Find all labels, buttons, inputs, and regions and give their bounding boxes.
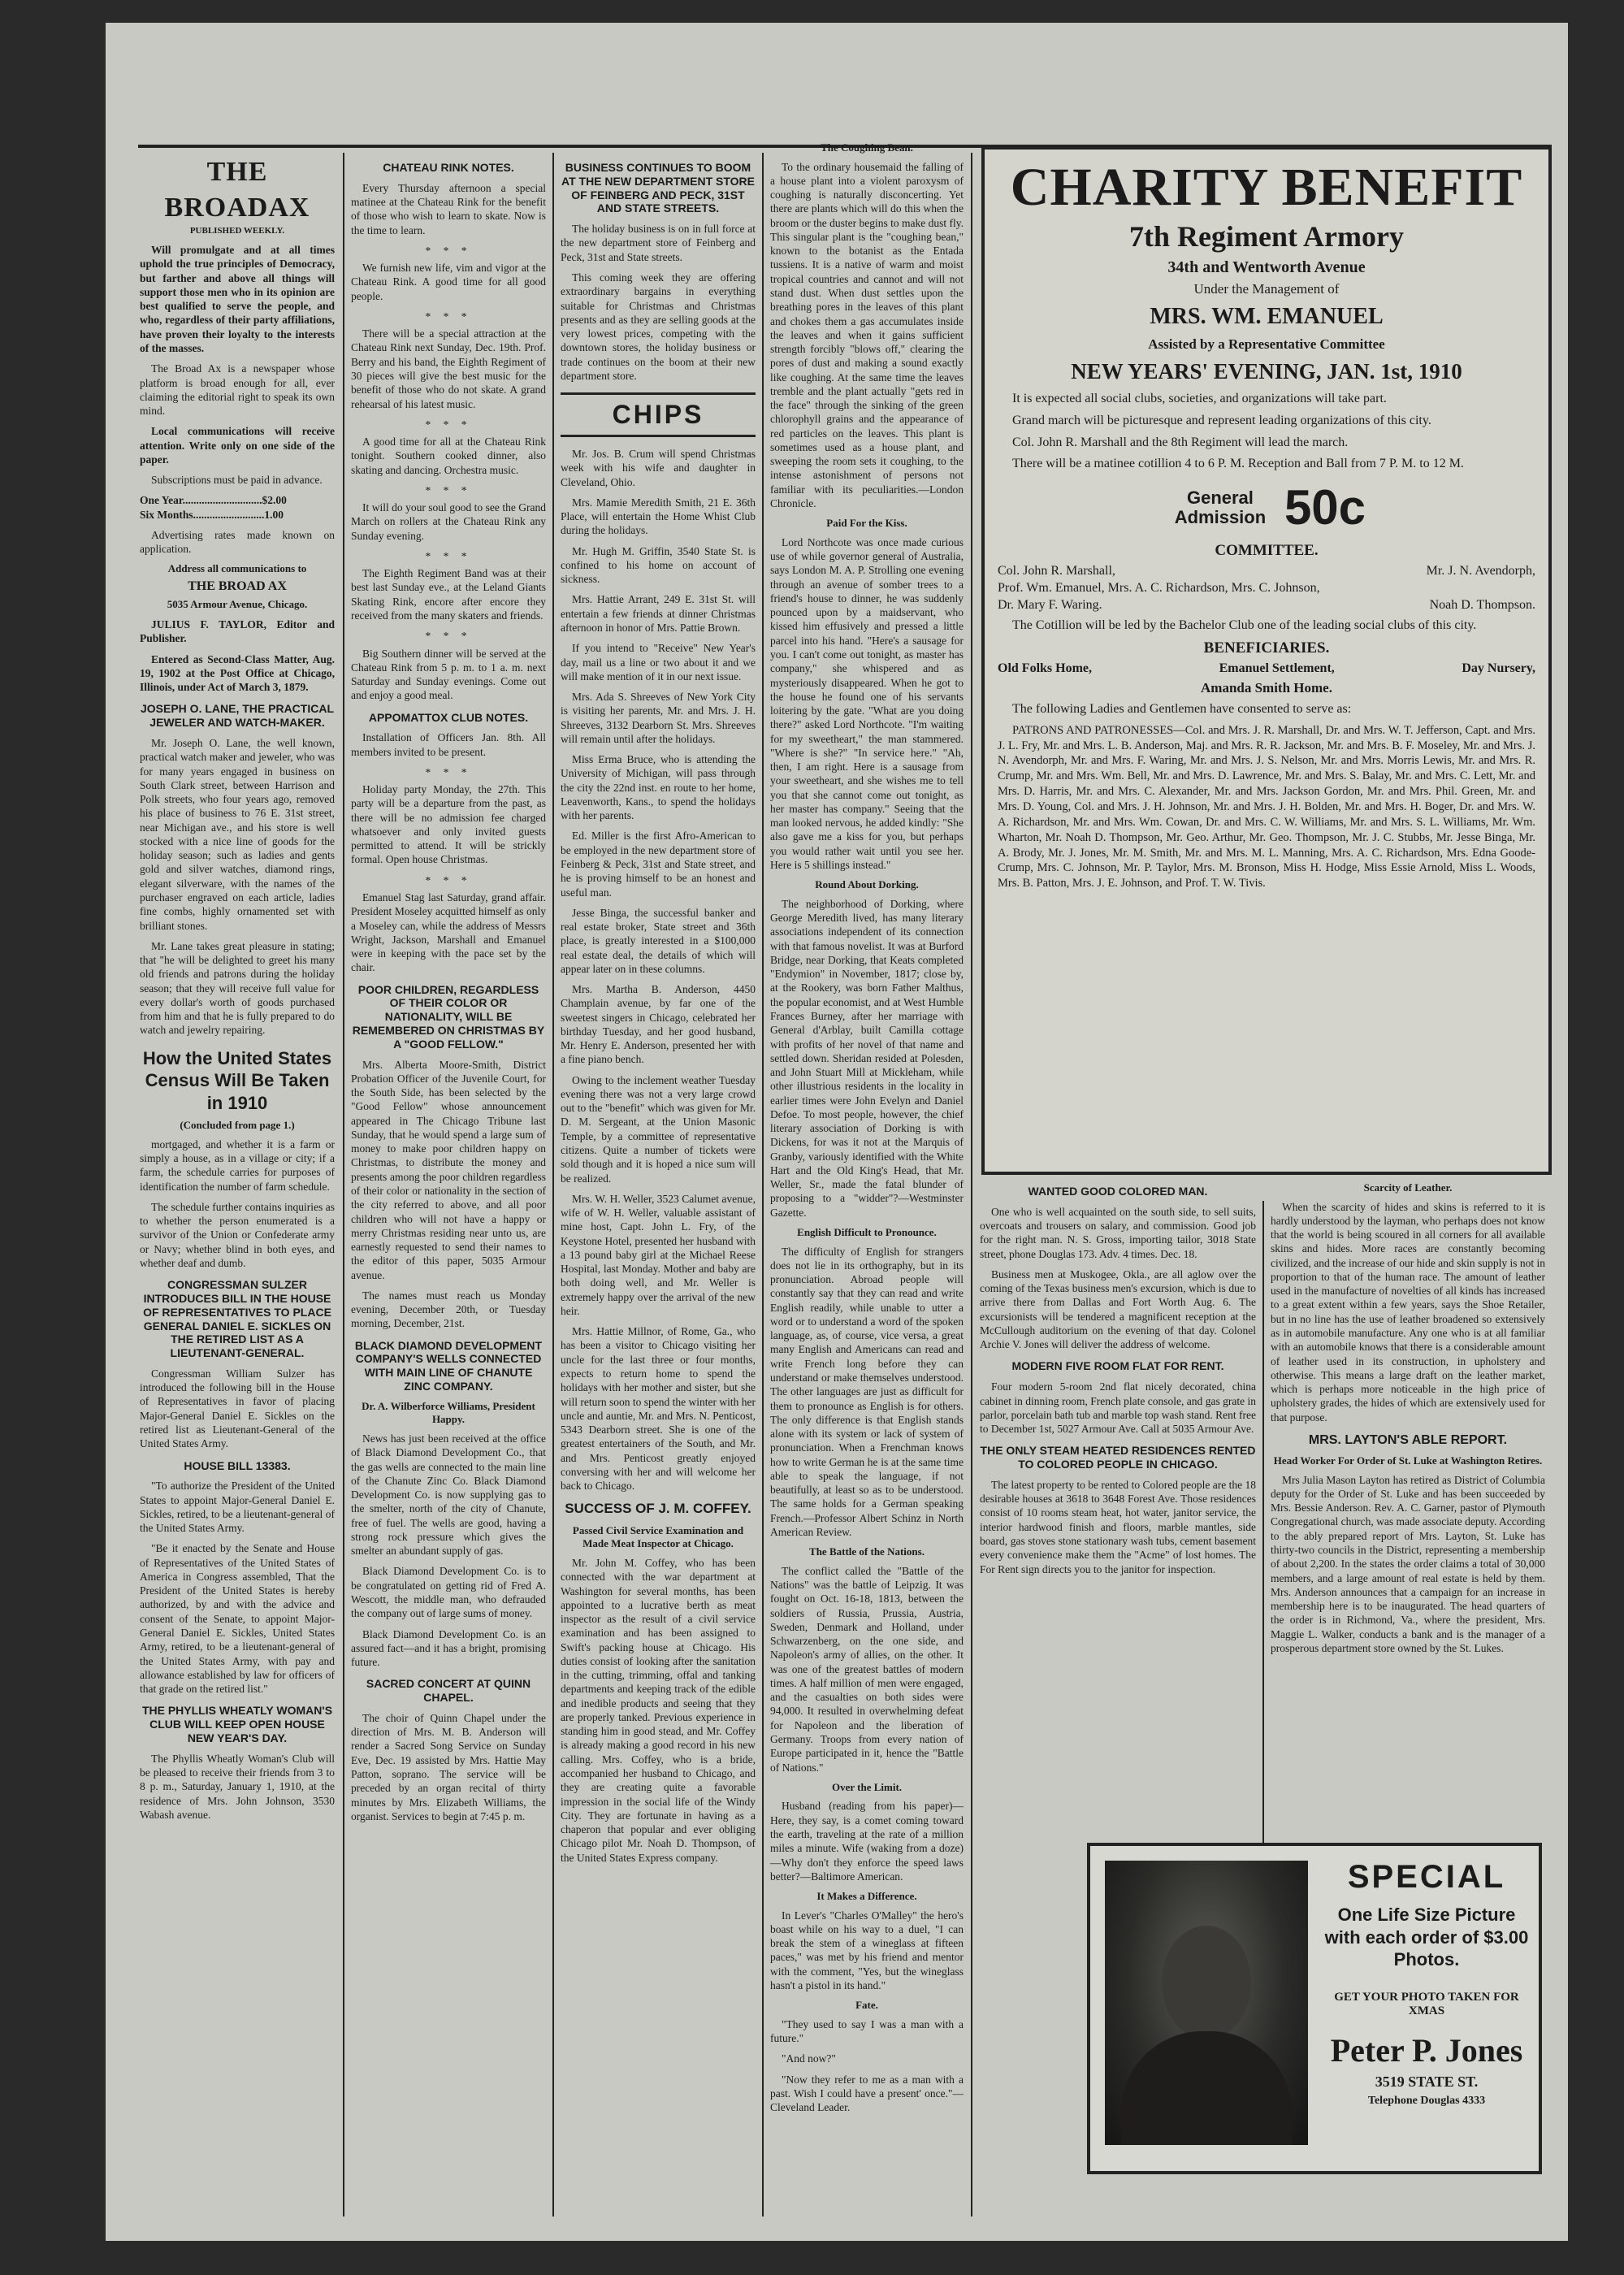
address-street: 5035 Armour Avenue, Chicago.	[167, 597, 308, 610]
chips-item: Owing to the inclement weather Tuesday evening there was not a very large crowd out to the "benefit" which was given for Mr. D. M. Sergeant, at the Union Masonic Temple, by a committee of representative citizens. Quite a number of tickets were sold though and it is hoped a nice sum will be realized.	[561, 1073, 756, 1185]
chips-headline: CHIPS	[561, 392, 756, 437]
chateau-paragraph: We furnish new life, vim and vigor at the Chateau Rink. A good time for all good people.	[351, 262, 546, 302]
column-rule	[762, 153, 764, 2216]
leather-headline: Scarcity of Leather.	[1363, 1181, 1453, 1194]
flat-headline: MODERN FIVE ROOM FLAT FOR RENT.	[1011, 1359, 1224, 1373]
wanted-paragraph: One who is well acquainted on the south side, to sell suits, overcoats and trousers on salary, and commission. Good job for the right man. N. S. Gross, importing tailor, 3018 State street, phone Douglas 173. Adv. 4 times. Dec. 18.	[980, 1205, 1256, 1260]
special-offer: One Life Size Picture with each order of $3.00 Photos.	[1324, 1904, 1529, 1970]
portrait-shoulders	[1121, 2031, 1292, 2145]
separator-stars: * * *	[425, 483, 472, 496]
flat-paragraph: Four modern 5-room 2nd flat nicely decorated, china cabinet in dinning room, French plate console, and gas grate in parlor, porcelain bath tub and marble top wash stand. Rent free to December 1st, 5027 Armour Ave. Call at 5035 Armour Ave.	[980, 1380, 1256, 1436]
committee-headline: COMMITTEE.	[1215, 542, 1319, 560]
bill-paragraph: "Be it enacted by the Senate and House of Representatives of the United States of America in Congress assembled, That the President of the United States is hereby authorized, by and with the advice and consent of the Senate, to appoint Major-General Daniel E. Sickles, United States Army, retired, to be a lieutenant-general of the United States Army, with pay and allowance established by law for officers of that grade on the retired list."	[140, 1542, 335, 1696]
separator-stars: * * *	[425, 765, 472, 778]
portrait-face	[1162, 1926, 1251, 2039]
bill-headline: HOUSE BILL 13383.	[184, 1458, 291, 1472]
column-1	[140, 153, 335, 2233]
chips-item: If you intend to "Receive" New Year's day, mail us a line or two about it and we will make mention of it in our next issue.	[561, 642, 756, 682]
management-label: Under the Management of	[1193, 281, 1340, 297]
address-label: Address all communications to	[167, 562, 307, 575]
black-diamond-subhead: Dr. A. Wilberforce Williams, President Happy.	[362, 1399, 535, 1426]
black-diamond-paragraph: News has just been received at the office of Black Diamond Development Co., that the gas wells are connected to the main line of the Chanute Zinc Co. Black Diamond Development Co. is now supplying gas to the smelter, north of the city of Chanute, free of fuel. The wells are good, having a strong rock pressure which gives the smelter an abundant supply of gas.	[351, 1432, 546, 1558]
boom-paragraph: This coming week they are offering extraordinary bargains in everything suitable for Christmas and Christmas presents and as they are selling goods at the very lowest prices, competing with the downtown stores, the holiday business or trade continues on the boom at their new department store.	[561, 271, 756, 382]
chips-item: Ed. Miller is the first Afro-American to be employed in the new department store of Feinberg & Peck, 31st and State street, and he is proving himself to be an honest and useful man.	[561, 830, 756, 899]
chateau-paragraph: A good time for all at the Chateau Rink tonight. Southern cooked dinner, also skating and dancing. Orchestra music.	[351, 436, 546, 476]
kiss-headline: Paid For the Kiss.	[826, 517, 907, 530]
layton-paragraph: Mrs Julia Mason Layton has retired as District of Columbia deputy for the Order of St. Luke and has been succeeded by Mrs. Bessie Anderson. Rev. A. C. Garner, pastor of Plymouth Congregational church, was made associate deputy. According to the ably prepared report of Mrs. Layton, St. Luke has thirty-two councils in the District, representing a membership of about 2,200. In the states the order claims a total of 30,000 members, and a large amount of real estate is held by them. Mrs. Anderson announces that a campaign for an increase in membership here is to be inaugurated. The head quarters of the order is in Richmond, Va., where the president, Mrs. Maggie L. Walker, conducts a bank and is the manager of a prosperous department store owned by the St. Lukes.	[1271, 1473, 1545, 1654]
chateau-headline: CHATEAU RINK NOTES.	[383, 161, 514, 174]
dorking-paragraph: The neighborhood of Dorking, where George Meredith lived, has many literary associations independent of its connection with that famous novelist. It was at Burford Bridge, near Dorking, that Keats completed "Endymion" in November, 1817; close by, at the Rookery, was born Father Malthus, the popular economist, and at West Humble Frances Burney, after her marriage with General d'Arblay, built Camilla cottage with profits of her novel of that name and settled down. Sheridan resided at Polesden, and John Stuart Mill at Mickleham, while other illustrious residents in the locality in earlier times were John Evelyn and Daniel Defoe. To most people, however, the chief literary association of Dorking is with Dickens, for was it not at the Marquis of Granby, variously identified with the White Hart and the Old King's Head, that Mr. Weller, Sr., made the fatal blunder of proposing to a "widder"?—Westminster Gazette.	[770, 897, 964, 1219]
boom-paragraph: The holiday business is on in full force at the new department store of Feinberg and Peck, 31st and State streets.	[561, 223, 756, 263]
special-photo-ad	[1087, 1843, 1542, 2174]
newspaper-page	[106, 23, 1568, 2241]
photographer-name: Peter P. Jones	[1330, 2031, 1523, 2069]
chateau-paragraph: It will do your soul good to see the Grand March on rollers at the Chateau Rink any Sunday evening.	[351, 501, 546, 542]
census-paragraph: The schedule further contains inquiries as to whether the person enumerated is a survivor of the Union or Confederate army or Navy; whether blind in both eyes, and whether deaf and dumb.	[140, 1200, 335, 1269]
english-paragraph: The difficulty of English for strangers does not lie in its orthography, but in its pronunciation. Abroad people will constantly say that they can read and write English readily, while unable to utter a word or to understand a word of the spoken language, as, of course, vice versa, a great many English and Americans can read and write French long before they can understand or make themselves understood. The other languages are just as difficult for them to pronounce as English is for others. The only difference is that English stands alone with its system or lack of system of pronunciation. When a Frenchman knows how to write German he is at the same time able to speak the language, if not beautifully, at least so as to be understood. The same holds for a German speaking French.—Professor Albert Schinz in North American Review.	[770, 1245, 964, 1538]
dorking-headline: Round About Dorking.	[815, 878, 919, 891]
column-rule	[971, 153, 972, 2216]
layton-subhead: Head Worker For Order of St. Luke at Washington Retires.	[1273, 1454, 1543, 1467]
chips-item: Mrs. Martha B. Anderson, 4450 Champlain avenue, by far one of the sweetest singers in Chicago, celebrated her birthday Tuesday, and her good husband, Mr. Henry E. Anderson, presented her with a fine piano bench.	[561, 983, 756, 1066]
limit-paragraph: Husband (reading from his paper)—Here, they say, is a comet coming toward the earth, traveling at the rate of a million miles a minute. Wife (waking from a doze)—Why don't they enforce the speed laws better?—Baltimore American.	[770, 1800, 964, 1883]
chips-item: Mrs. Mamie Meredith Smith, 21 E. 36th Place, will entertain the Home Whist Club during the holidays.	[561, 496, 756, 537]
subscriptions-notice: Subscriptions must be paid in advance.	[151, 474, 323, 487]
coffey-subhead: Passed Civil Service Examination and Made Meat Inspector at Chicago.	[572, 1523, 744, 1550]
admission-label: General Admission	[1174, 487, 1267, 527]
poor-children-paragraph: Mrs. Alberta Moore-Smith, District Probation Officer of the Juvenile Court, for the South Side, has been selected by the "Good Fellow" whose announcement appeared in The Chicago Tribune last Sunday, that he would spend a large sum of money to make poor children happy on Christmas, to distribute the money and presents among the poor children regardless of their color or nationality in the section of the city referred to above, and all poor children who will not have a happy or merry Christmas residing near unto us, are earnestly requested to send their names to the editor of this paper, 5035 Armour avenue.	[351, 1058, 546, 1281]
english-headline: English Difficult to Pronounce.	[797, 1226, 937, 1238]
boom-headline: BUSINESS CONTINUES TO BOOM AT THE NEW DEPARTMENT STORE OF FEINBERG AND PECK, 31ST AND STATE STREETS.	[561, 161, 755, 215]
appomattox-paragraph: Installation of Officers Jan. 8th. All members invited to be present.	[351, 731, 546, 758]
photographer-phone: Telephone Douglas 4333	[1367, 2094, 1486, 2107]
chips-item: Mrs. Ada S. Shreeves of New York City is visiting her parents, Mr. and Mrs. J. H. Shreeves, 3132 Dearborn St. Mrs. Shreeves will remain until after the holidays.	[561, 691, 756, 745]
get-photo-line: GET YOUR PHOTO TAKEN FOR XMAS	[1334, 1990, 1519, 2017]
coffey-paragraph: Mr. John M. Coffey, who has been connected with the war department at Washington for several months, has been appointed to a lucrative berth as meat inspector as the result of a civil service examination and has been assigned to Swift's packing house at Chicago. His duties consist of looking after the sanitation in the cutting, trimming, offal and tanking departments and keeping track of the edible and inedible products and seeing that they are properly tanked. Previous experience in standing him in good stead, and Mr. Coffey is already making a good record in his new calling. Mrs. Coffey, who is a bride, accompanied her husband to Chicago, and they are creating quite a favorable impression in the social life of the Windy City. They are fortunate in having as a chaperon that popular and ever obliging Chicago pilot Mr. Noah D. Thompson, of the United States Express company.	[561, 1557, 756, 1864]
lane-paragraph: Mr. Joseph O. Lane, the well known, practical watch maker and jeweler, who was for many years engaged in business on South Clark street, between Harrison and Polk streets, who four years ago, removed his place of business to 76 E. 31st street, near Michigan ave., and his store is well stocked with a nice line of goods for the holiday season; such as ladies and gents gold and silver watches, diamond rings, elegant silverware, with the names of the purchaser engraved on each article, ladies fine combs, highly ornamented set with brilliant stones.	[140, 737, 335, 932]
quinn-paragraph: The choir of Quinn Chapel under the direction of Mrs. M. B. Anderson will render a Sacred Song Service on Sunday Eve, Dec. 19 assisted by Mrs. Hattie May Patton, soprano. The service will be preceded by an organ recital of thirty minutes by Mrs. Elizabeth Williams, the organist. Services to begin at 7:45 p. m.	[351, 1711, 546, 1822]
admission-price: 50c	[1284, 480, 1366, 535]
armory-address: 34th and Wentworth Avenue	[1167, 258, 1366, 276]
column-5	[980, 1176, 1256, 1826]
poor-children-headline: POOR CHILDREN, REGARDLESS OF THEIR COLOR OR NATIONALITY, WILL BE REMEMBERED ON CHRISTMAS BY A "GOOD FELLOW."	[352, 982, 545, 1051]
chips-item: Mr. Jos. B. Crum will spend Christmas week with his wife and daughter in Cleveland, Ohio.	[561, 448, 756, 488]
consent-line: The following Ladies and Gentlemen have consented to serve as:	[1012, 701, 1352, 716]
beneficiary: Emanuel Settlement,	[1219, 661, 1335, 675]
census-headline: How the United States Census Will Be Taken in 1910	[142, 1047, 332, 1113]
black-diamond-paragraph: Black Diamond Development Co. is to be congratulated on getting rid of Fred A. Wescott, the middle man, who defrauded the company out of large sums of money.	[351, 1565, 546, 1620]
column-3	[561, 153, 756, 2233]
chateau-paragraph: Big Southern dinner will be served at the Chateau Rink from 5 p. m. to 1 a. m. next Saturday and Sunday evenings. Come out and enjoy a good meal.	[351, 647, 546, 702]
column-6	[1271, 1176, 1545, 1826]
steam-paragraph: The latest property to be rented to Colored people are the 18 desirable houses at 3618 to 3648 Forest Ave. Those residences consist of 10 rooms steam heat, hot water, janitor service, the interior hardwood finish and floors, marble mantles, side board, gas stoves stone stationary wash tubs, cement basement every convenience make them the "Acme" of lost homes. The For Rent sign directs you to the janitor for inspection.	[980, 1478, 1256, 1575]
black-diamond-headline: BLACK DIAMOND DEVELOPMENT COMPANY'S WELLS CONNECTED WITH MAIN LINE OF CHANUTE ZINC COMPANY.	[354, 1338, 543, 1393]
battle-paragraph: The conflict called the "Battle of the Nations" was the battle of Leipzig. It was fought on Oct. 16-18, 1813, between the soldiers of Russia, Prussia, Austria, Sweden, Denmark and Holland, under Schwarzenberg, on the one side, and Napoleon's army of allies, on the other. It was one of the greatest battles of modern times. A half million of men were engaged, and the casualties on both sides were 94,000. It resulted in overwhelming defeat for Napoleon and the liberation of Germany. Troops from every nation of Europe participated in it, hence the "Battle of Nations."	[770, 1564, 964, 1774]
fate-paragraph: "And now?"	[782, 2052, 836, 2065]
charity-paragraph: Col. John R. Marshall and the 8th Regiment will lead the march.	[1012, 435, 1349, 449]
black-diamond-paragraph: Black Diamond Development Co. is an assured fact—and it has a bright, promising future.	[351, 1627, 546, 1669]
committee-member: Dr. Mary F. Waring.	[998, 598, 1102, 613]
battle-headline: The Battle of the Nations.	[809, 1545, 925, 1558]
photographer-street: 3519 STATE ST.	[1375, 2073, 1479, 2090]
difference-paragraph: In Lever's "Charles O'Malley" the hero's boast while on his way to a duel, "I can break the stem of a wineglass at fifteen paces," was met by his friend and mentor with the comment, "Yes, but the wineglass hasn't a pistol in its hand."	[770, 1909, 964, 1991]
charity-benefit-ad	[981, 146, 1552, 1175]
layton-headline: MRS. LAYTON'S ABLE REPORT.	[1308, 1432, 1508, 1447]
census-subhead: (Concluded from page 1.)	[180, 1119, 295, 1132]
committee-member: Prof. Wm. Emanuel, Mrs. A. C. Richardson, Mrs. C. Johnson,	[998, 581, 1320, 596]
bill-paragraph: "To authorize the President of the United States to appoint Major-General Daniel E. Sickles, retired, to be a lieutenant-general of the United States Army.	[140, 1480, 335, 1535]
wanted-headline: WANTED GOOD COLORED MAN.	[1028, 1185, 1208, 1198]
separator-stars: * * *	[425, 244, 472, 257]
beneficiaries-headline: BENEFICIARIES.	[1203, 639, 1330, 656]
advertising-notice: Advertising rates made known on application.	[140, 528, 335, 556]
charity-paragraph: Grand march will be picturesque and represent leading organizations of this city.	[1012, 413, 1431, 427]
lane-paragraph: Mr. Lane takes great pleasure in stating; that "he will be delighted to greet his many old friends and patrons during the holiday season; that they will receive full value for every dollar's worth of goods purchased from him and that he is fully prepared to do watch and jewelry repairing.	[140, 939, 335, 1037]
sulzer-headline: CONGRESSMAN SULZER INTRODUCES BILL IN THE HOUSE OF REPRESENTATIVES TO PLACE GENERAL DANIEL E. SICKLES ON THE RETIRED LIST AS A LIEUTENANT-GENERAL.	[143, 1278, 331, 1360]
poor-children-paragraph: The names must reach us Monday evening, December 20th, or Tuesday morning, December, 21st.	[351, 1289, 546, 1330]
chips-item: Mrs. Hattie Millnor, of Rome, Ga., who has been a visitor to Chicago visiting her uncle for the last three or four months, expects to return home to spend the holidays with her mother and sister, but she will return soon to spend the winter with her uncle and auntie, Mr. and Mrs. N. Penticost, 5343 Dearborn street. She is one of the greatest entertainers of the South, and Mr. and Mrs. Penticost greatly enjoyed conversing with her and will welcome her back to Chicago.	[561, 1325, 756, 1493]
chips-item: Mrs. Hattie Arrant, 249 E. 31st St. will entertain a few friends at dinner Christmas afternoon in honor of Mrs. Pattie Brown.	[561, 593, 756, 634]
special-text-block	[1322, 1851, 1531, 2112]
beneficiaries-row	[998, 661, 1535, 676]
committee-row	[998, 581, 1535, 596]
committee-row	[998, 598, 1535, 613]
editor-line: JULIUS F. TAYLOR, Editor and Publisher.	[140, 618, 335, 645]
chateau-paragraph: The Eighth Regiment Band was at their best last Sunday eve., at the Leland Giants Skating Rink, encore after encore they received from the many skaters and friends.	[351, 567, 546, 622]
local-notice: Local communications will receive attention. Write only on one side of the paper.	[140, 425, 335, 466]
published-weekly: PUBLISHED WEEKLY.	[189, 226, 285, 236]
leather-paragraph: When the scarcity of hides and skins is referred to it is hardly understood by the layman, who perhaps does not know that the world is being scoured in all corners for all available skins and hides. More races are constantly becoming civilized, and the increase of our hide and skin supply is not in proportion to that of the human race. The amount of leather used in the manufacture of novelties of all kinds has increased to a great extent within a few years, says the Shoe Retailer, but in no line has the use of leather broadened so extensively as in automobile manufacture. Any one who is at all familiar with an automobile knows that there is a considerable amount of leather used in its construction, in upholstery and otherwise. This means a large draft on the leather market, which is perhaps more noticeable in the high price of upholstery grades, the hides of which are extensively used for that purpose.	[1271, 1200, 1545, 1424]
armory-name: 7th Regiment Armory	[1129, 220, 1404, 253]
intro-text-2: The Broad Ax is a newspaper whose platform is broad enough for all, ever claiming the editorial right to speak its own mind.	[140, 362, 335, 418]
special-title: SPECIAL	[1347, 1859, 1506, 1895]
fate-paragraph: "They used to say I was a man with a future."	[770, 2017, 964, 2045]
beneficiary: Amanda Smith Home.	[1201, 679, 1332, 696]
committee-member: Col. John R. Marshall,	[998, 564, 1115, 578]
column-rule	[1262, 1201, 1264, 1851]
cotillion-line: The Cotillion will be led by the Bachelor Club one of the leading social clubs of this city.	[1012, 618, 1477, 633]
portrait-photo	[1105, 1861, 1308, 2145]
chips-item: Mr. Hugh M. Griffin, 3540 State St. is confined to his home on account of sickness.	[561, 544, 756, 586]
separator-stars: * * *	[425, 549, 472, 562]
separator-stars: * * *	[425, 310, 472, 323]
separator-stars: * * *	[425, 873, 472, 886]
column-2	[351, 153, 546, 2233]
chips-item: Miss Erma Bruce, who is attending the University of Michigan, will pass through the city the 22nd inst. en route to her home, Leavenworth, Kans., to spend the holidays with her parents.	[561, 753, 756, 822]
bean-headline: The Coughing Bean.	[821, 141, 913, 154]
column-rule	[343, 153, 344, 2216]
kiss-paragraph: Lord Northcote was once made curious use of while governor general of Australia, says London M. A. P. Strolling one evening through an avenue of somber trees to a friend's house to dinner, he was suddenly pounced upon by a maidservant, who kissed him effusively and pressed a little parcel into his hand. "Here's a sausage for you. I can't come out tonight, as master has company," she whispered and as mysteriously disappeared. When he got to the house he found one of his servants loitering by the gate. "What are you doing there?" asked Lord Northcote. "I'm waiting for my sweetheart," the man stammered. "Where is she?" "In service here." "Ah, then, I am right. Here is a sausage from your sweetheart, and she wishes me to tell you that she cannot come out tonight, as her master has company." Seeing that the man looked nervous, he added kindly: "She also gave me a kiss for you, but perhaps you would rather wait until you see her. Here is 5 shillings instead."	[770, 535, 964, 871]
rate-six-months: Six Months..........................1.00	[140, 508, 284, 521]
chips-item: Mrs. W. H. Weller, 3523 Calumet avenue, wife of W. H. Weller, valuable assistant of mine host, Capt. John L. Fry, of the Keystone Hotel, presented her husband with a 13 pound baby girl at the Michael Reese Hospital, last Monday. Mother and baby are both doing well, and Mr. Weller is extremely happy over the arrival of the new heir.	[561, 1192, 756, 1317]
appomattox-headline: APPOMATTOX CLUB NOTES.	[368, 710, 529, 724]
admission-block	[985, 479, 1548, 535]
fate-paragraph: "Now they refer to me as a man with a past. Wish I could have a present' once."—Cleveland Leader.	[770, 2073, 964, 2114]
rate-one-year: One Year.............................$2.00	[140, 494, 287, 507]
patrons-list: PATRONS AND PATRONESSES—Col. and Mrs. J. R. Marshall, Dr. and Mrs. W. T. Jefferson, Capt. and Mrs. J. L. Fry, Mr. and Mrs. L. B. Anderson, Maj. and Mrs. R. R. Jackson, Mr. and Mrs. B. F. Moseley, Mr. and Mrs. J. N. Avendorph, Mr. and Mrs. F. Waring, Mr. and Mrs. J. S. Nelson, Mr. and Mrs. Morris Lewis, Mr. and Mrs. R. Crump, Mr. and Mrs. Wm. Bell, Mr. and Mrs. D. Lawrence, Mr. and Mrs. S. Balay, Mr. and Mrs. C. Lett, Mr. and Mrs. D. Harris, Mr. and Mrs. C. Alexander, Mr. and Mrs. Jackson Gordon, Mr. and Mrs. Phil. Green, Mr. and Mrs. D. Young, Col. and Mrs. J. H. Johnson, Mr. and Mrs. J. H. Bolden, Mr. and Mrs. H. Boger, Dr. and Mrs. W. A. Richardson, Mr. and Mrs. Wm. Cowan, Dr. and Mrs. C. W. Williams, Mr. and Mrs. S. L. Williams, Mr. Wm. Wharton, Mr. Noah D. Thompson, Mr. Geo. Arthur, Mr. Geo. Thompson, Mr. J. C. Stubbs, Mr. Jesse Binga, Mr. A. Brody, Mr. J. Jones, Mr. M. Smith, Mr. and Mrs. M. L. Manning, Mrs. A. C. Richardson, Mrs. Edna Goode-Crump, Mrs. C. Johnson, Mr. P. Taylor, Mrs. M. Bronson, Miss H. Hodge, Miss Essie Arnold, Miss L. Woods, Mrs. B. Patton, Mrs. J. E. Johnson, and Prof. T. W. Tivis.	[998, 723, 1535, 890]
committee-member: Mr. J. N. Avendorph,	[1426, 564, 1535, 578]
census-paragraph: mortgaged, and whether it is a farm or simply a house, as in a village or city; if a farm, the schedule carries for purposes of identification the number of farm schedule.	[140, 1138, 335, 1193]
committee-row	[998, 564, 1535, 578]
appomattox-paragraph: Holiday party Monday, the 27th. This party will be a departure from the past, as there will be no admission fee charged whatsoever and only invited guests permitted to attend. It will be strickly formal. Open house Christmas.	[351, 783, 546, 866]
address-name: THE BROAD AX	[188, 579, 287, 594]
committee-member: Noah D. Thompson.	[1429, 598, 1535, 613]
masthead: THE BROADAX	[164, 157, 310, 223]
separator-stars: * * *	[425, 630, 472, 643]
difference-headline: It Makes a Difference.	[816, 1890, 917, 1903]
wheatly-paragraph: The Phyllis Wheatly Woman's Club will be pleased to receive their friends from 3 to 8 p. m., Saturday, January 1, 1910, at the residence of Mrs. John Johnson, 3530 Wabash avenue.	[140, 1752, 335, 1821]
column-rule	[552, 153, 554, 2216]
chips-item: Jesse Binga, the successful banker and real estate broker, State street and 36th place, is greatly interested in a $100,000 real estate deal, the details of which will appear later on in these columns.	[561, 906, 756, 975]
beneficiary: Day Nursery,	[1462, 661, 1535, 675]
lane-headline: JOSEPH O. LANE, THE PRACTICAL JEWELER AND WATCH-MAKER.	[140, 702, 335, 730]
column-4	[770, 136, 964, 2216]
limit-headline: Over the Limit.	[831, 1780, 903, 1793]
chateau-paragraph: Every Thursday afternoon a special matinee at the Chateau Rink for the benefit of those who wish to learn to skate. Now is the time to learn.	[351, 181, 546, 236]
quinn-headline: SACRED CONCERT AT QUINN CHAPEL.	[366, 1677, 531, 1705]
steam-headline: THE ONLY STEAM HEATED RESIDENCES RENTED TO COLORED PEOPLE IN CHICAGO.	[980, 1444, 1256, 1471]
beneficiary: Old Folks Home,	[998, 661, 1093, 675]
bean-paragraph: To the ordinary housemaid the falling of a house plant into a violent paroxysm of coughing is naturally disconcerting. Yet there are plants which will do this when the broom or the duster begins to make dust fly. This singular plant is the "coughing bean," known to the botanist as the Entada tussiens. It is a native of warm and moist tropical countries and cannot and will not stand dust. When dust settles upon the breathing pores in the leaves of this plant and chokes them a gas accumulates inside the leaves and when it gains sufficient strength forcibly "blows off," clearing the pores of dust and making a sound exactly like coughing. At the same time the leaves tremble and the plant actually "gets red in the face" through the sinking of the green chlorophyll grains and the appearance of red particles on the leaves. This plant is sometimes used as a house plant, and sweeping the room sets it coughing, to the intense astonishment of persons not familiar with its peculiarities.—London Chronicle.	[770, 160, 964, 509]
muskogee-paragraph: Business men at Muskogee, Okla., are all aglow over the coming of the Texas business men's excursion, which is due to arrive there from Dallas and Fort Worth Aug. 6. The excursionists will be tendered a magnificent reception at the McCullough auditorium on the evening of that day. Colonel Archie V. Jones will deliver the address of welcome.	[980, 1268, 1256, 1351]
appomattox-paragraph: Emanuel Stag last Saturday, grand affair. President Moseley acquitted himself as only a Moseley can, while the address of Messrs Wright, Jackson, Marshall and Emanuel were in keeping with the pace set by the chair.	[351, 891, 546, 974]
wheatly-headline: THE PHYLLIS WHEATLY WOMAN'S CLUB WILL KEEP OPEN HOUSE NEW YEAR'S DAY.	[141, 1704, 333, 1744]
assisted-line: Assisted by a Representative Committee	[1148, 336, 1385, 352]
fate-headline: Fate.	[855, 1999, 878, 2012]
sulzer-paragraph: Congressman William Sulzer has introduced the following bill in the House of Representatives in favor of placing Major-General Daniel E. Sickles on the retired list as Lieutenant-General of the United States Army.	[140, 1367, 335, 1450]
entered-line: Entered as Second-Class Matter, Aug. 19, 1902 at the Post Office at Chicago, Illinois, under Act of March 3, 1879.	[140, 652, 335, 694]
chateau-paragraph: There will be a special attraction at the Chateau Rink next Sunday, Dec. 19th. Prof. Berry and his band, the Eighth Regiment of 30 pieces will give the best music for the benefit of those who do not skate. A grand rehearsal of his latest music.	[351, 327, 546, 410]
manager-name: MRS. WM. EMANUEL	[1150, 304, 1384, 329]
event-date: NEW YEARS' EVENING, JAN. 1st, 1910	[1071, 359, 1462, 384]
separator-stars: * * *	[425, 418, 472, 431]
intro-text: Will promulgate and at all times uphold the true principles of Democracy, but farther and above all things will support those men who in its opinion are best qualified to serve the people, and who, regardless of their party affiliations, have proven their loyalty to the interests of the masses.	[140, 244, 335, 354]
charity-paragraph: There will be a matinee cotillion 4 to 6 P. M. Reception and Ball from 7 P. M. to 12 M.	[1012, 457, 1464, 471]
coffey-headline: SUCCESS OF J. M. COFFEY.	[565, 1501, 751, 1517]
charity-title: CHARITY BENEFIT	[1010, 158, 1523, 217]
charity-paragraph: It is expected all social clubs, societies, and organizations will take part.	[1012, 392, 1387, 405]
